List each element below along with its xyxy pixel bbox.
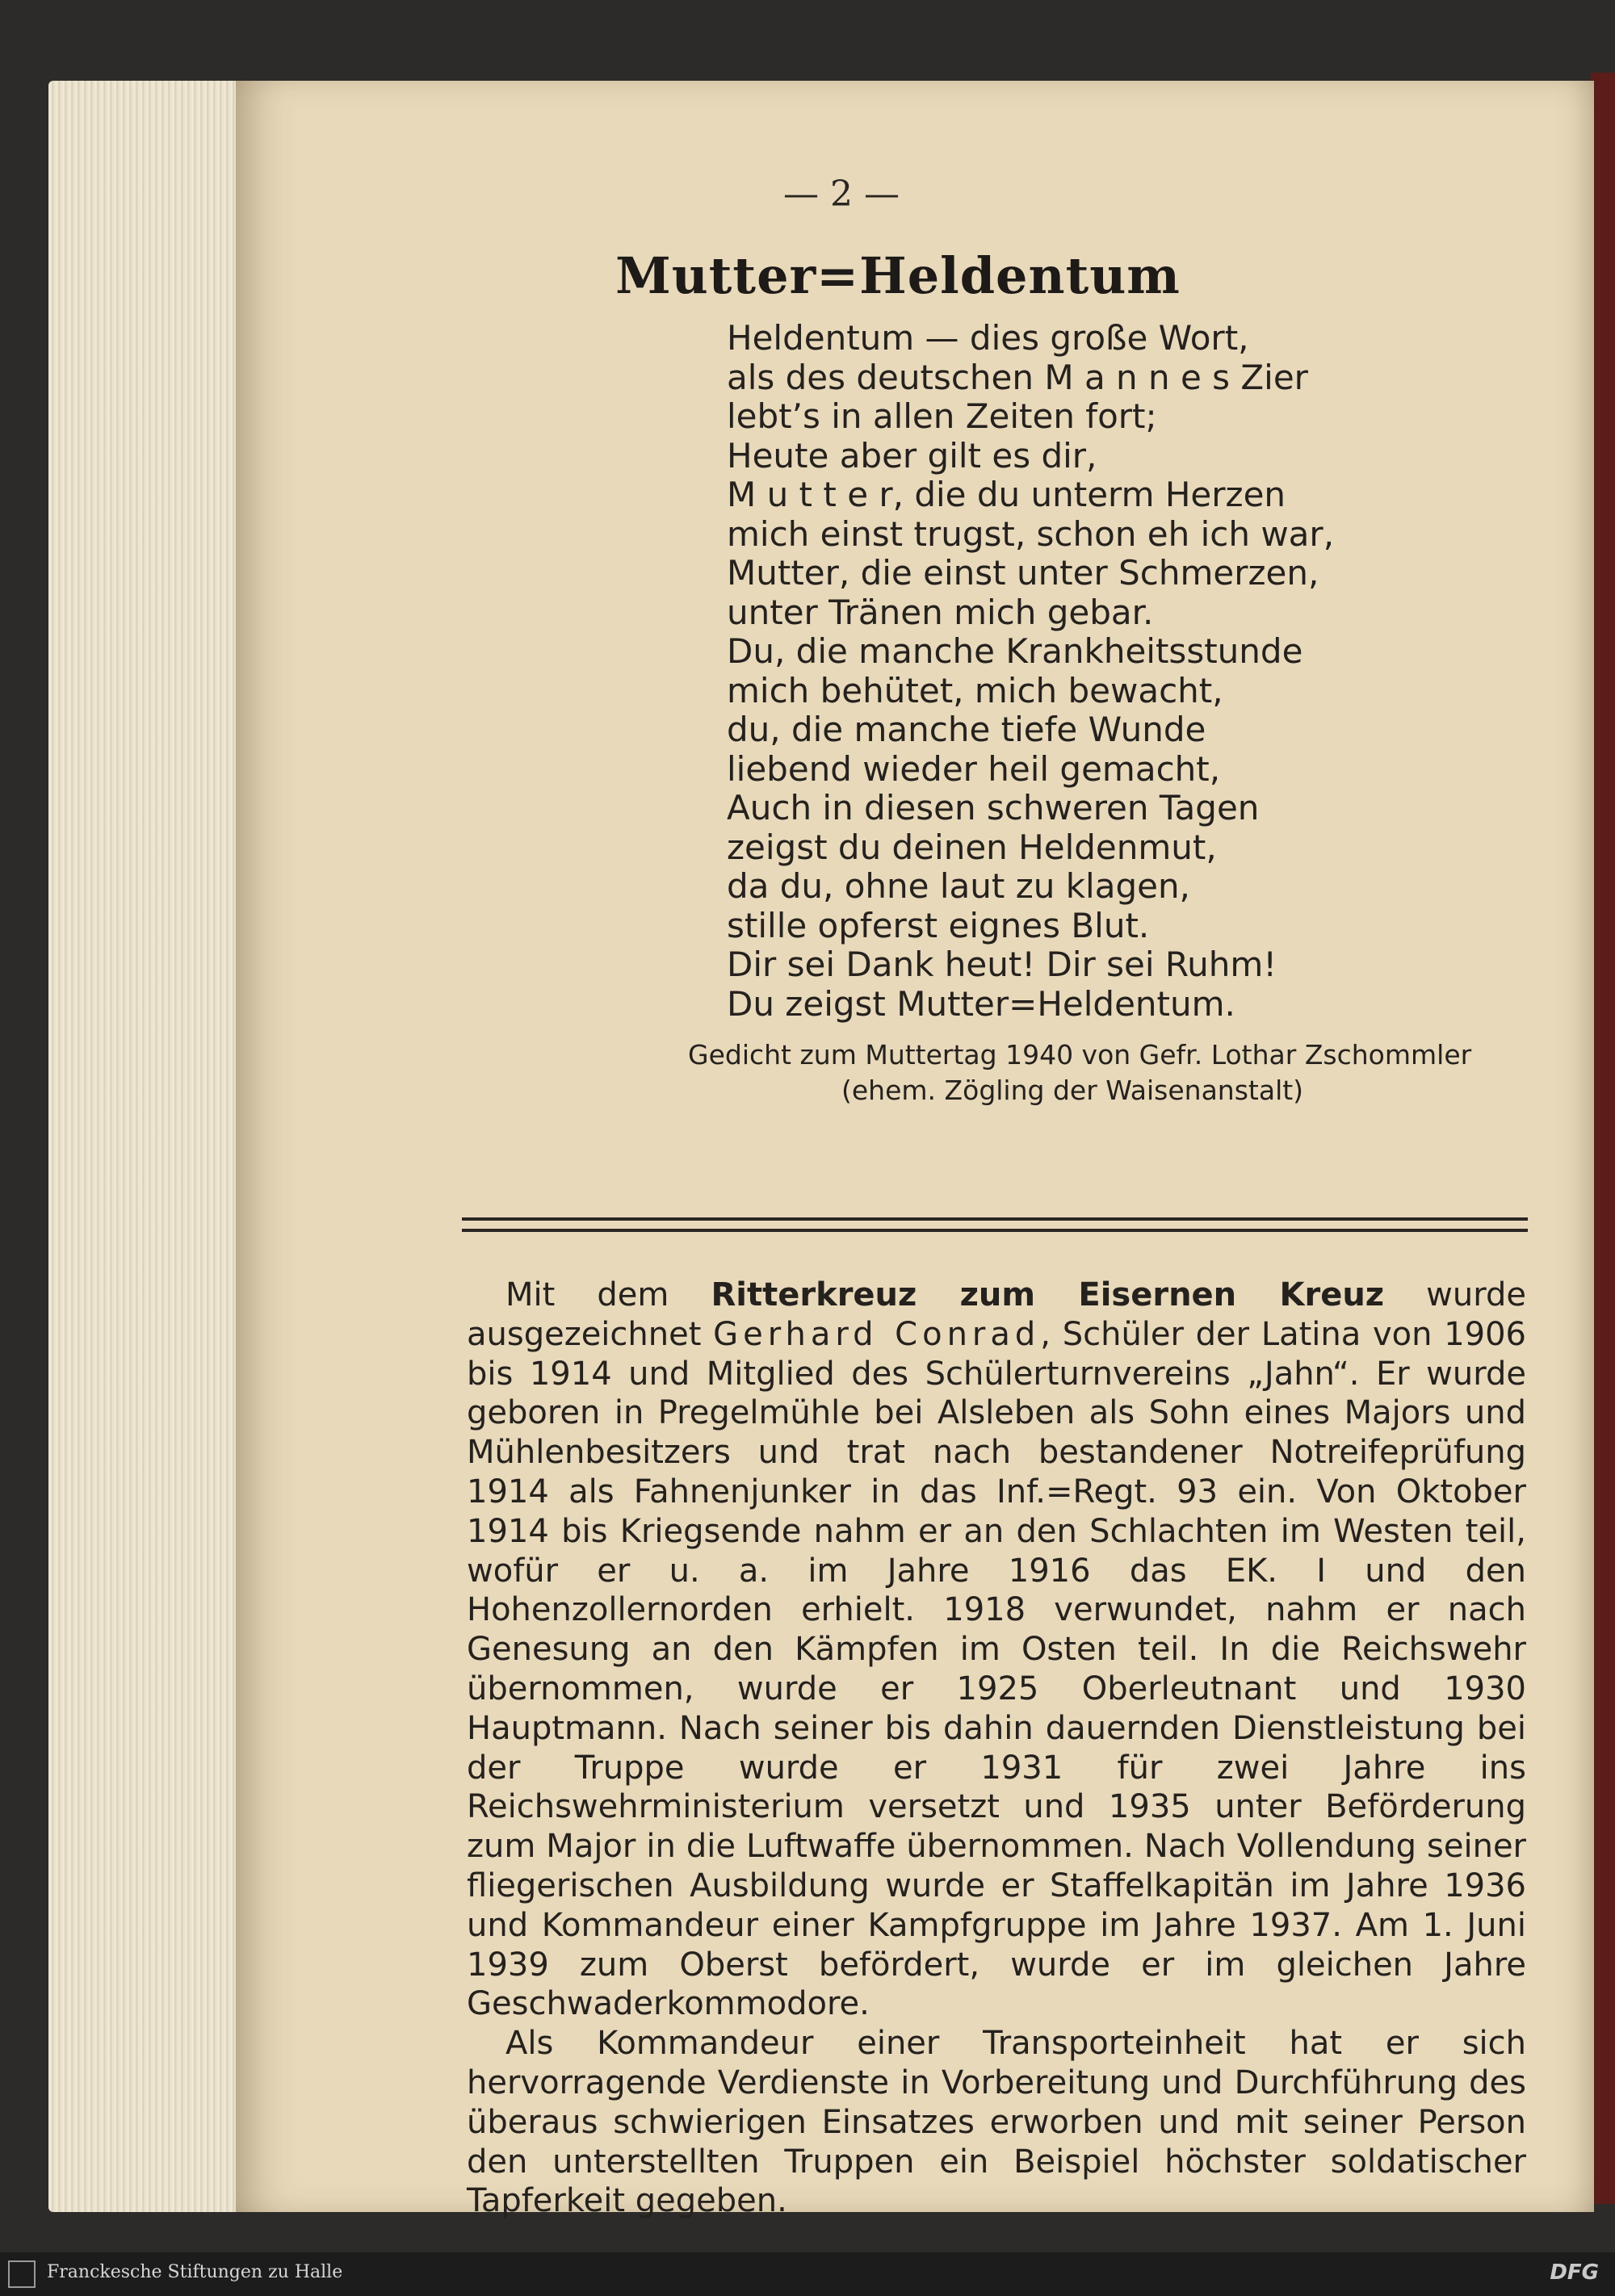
poem-line: stille opferst eignes Blut. [727, 905, 1150, 945]
poem-line: du, die manche tiefe Wunde [727, 710, 1206, 749]
poem-body [727, 319, 1454, 1024]
poem-attribution-line: Gedicht zum Muttertag 1940 von Gefr. Lothar Zschommler [688, 1039, 1472, 1070]
institution-logo-icon [8, 2260, 36, 2288]
footer-bar [0, 2252, 1615, 2296]
book-page-edges [48, 81, 242, 2212]
poem-line: Heldentum — dies große Wort, [727, 318, 1249, 358]
page-number: — 2 — [783, 174, 900, 215]
poem-line: Mutter, die einst unter Schmerzen, [727, 553, 1319, 593]
poem-title: Mutter=Heldentum [615, 246, 1181, 305]
book-page [236, 81, 1594, 2220]
poem-line: unter Tränen mich gebar. [727, 592, 1154, 632]
poem-attribution-line: (ehem. Zögling der Waisenanstalt) [841, 1075, 1304, 1106]
poem-line: Du zeigst Mutter=Heldentum. [727, 983, 1235, 1024]
poem-line: da du, ohne laut zu klagen, [727, 866, 1190, 906]
section-divider [462, 1217, 1528, 1221]
dfg-logo: DFG [1550, 2260, 1599, 2285]
poem-line: Auch in diesen schweren Tagen [727, 788, 1260, 827]
article-paragraph [467, 1276, 1526, 2024]
poem-line: zeigst du deinen Heldenmut, [727, 827, 1217, 867]
institution-name: Franckesche Stiftungen zu Halle [47, 2262, 343, 2282]
article-person-name: Gerhard Conrad [713, 1315, 1041, 1353]
article-text: Mit dem [505, 1276, 711, 1313]
poem-line: als des deutschen M a n n e s Zier [727, 357, 1308, 397]
poem-attribution [688, 1037, 1495, 1108]
poem-line: Dir sei Dank heut! Dir sei Ruhm! [727, 945, 1277, 984]
poem-line: liebend wieder heil gemacht, [727, 748, 1221, 789]
section-divider [462, 1229, 1528, 1232]
article-text: , Schüler der Latina von 1906 bis 1914 und Mitglied des Schülerturnvereins „Jahn“. Er wurde geboren in Pregelmühle bei Alsleben als Sohn eines Majors und Mühlenbesitzers und trat nach bestandener Notreifeprüfung 1914 als Fahnenjunker in das Inf.=Regt. 93 ein. Von Oktober 1914 bis Kriegsende nahm er an den Schlachten im Westen teil, wofür er u. a. im Jahre 1916 das EK. I und den Hohenzollernorden erhielt. 1918 verwundet, nahm er nach Genesung an den Kämpfen im Osten teil. In die Reichswehr übernommen, wurde er 1925 Oberleutnant und 1930 Hauptmann. Nach seiner bis dahin dauernden Dienstleistung bei der Truppe wurde er 1931 für zwei Jahre ins Reichswehrministerium versetzt und 1935 unter Beförderung zum Major in die Luftwaffe übernommen. Nach Vollendung seiner fliegerischen Ausbildung wurde er Staffelkapitän im Jahre 1936 und Kommandeur einer Kampfgruppe im Jahre 1937. Am 1. Juni 1939 zum Oberst befördert, wurde er im gleichen Jahre Geschwaderkommodore. [467, 1315, 1526, 2023]
article-emphasis: Ritterkreuz zum Eisernen Kreuz [711, 1276, 1385, 1313]
article-text: wurde ausgezeichnet [467, 1276, 1526, 1353]
article-body [467, 1276, 1526, 2221]
poem-line: Du, die manche Krankheitsstunde [727, 631, 1303, 671]
article-paragraph: Als Kommandeur einer Transporteinheit hat er sich hervorragende Verdienste in Vorbereitung und Durchführung des überaus schwierigen Einsatzes erworben und mit seiner Person den unterstellten Truppen ein Beispiel höchster soldatischer Tapferkeit gegeben. [467, 2025, 1526, 2220]
poem-line: lebt’s in allen Zeiten fort; [727, 396, 1157, 436]
poem-line: mich behütet, mich bewacht, [727, 670, 1223, 710]
poem-line: Heute aber gilt es dir, [727, 435, 1097, 476]
poem-line: mich einst trugst, schon eh ich war, [727, 513, 1335, 554]
book-cover-edge [1591, 73, 1615, 2204]
poem-line: M u t t e r, die du unterm Herzen [727, 475, 1286, 514]
